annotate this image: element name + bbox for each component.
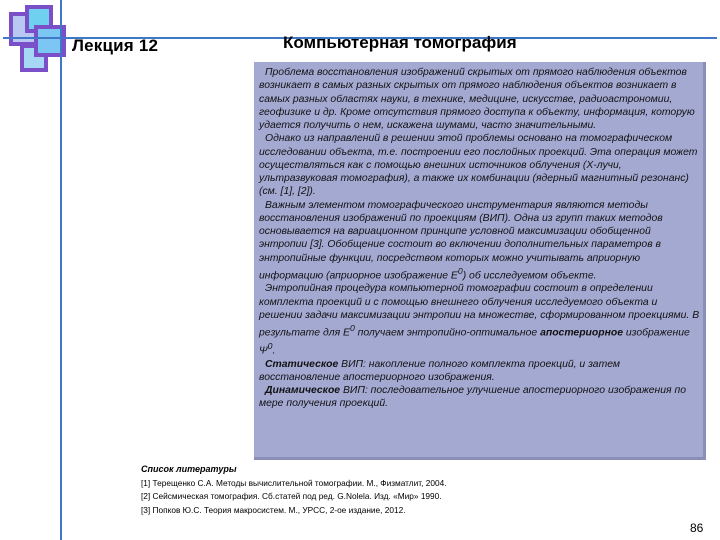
p4-text-mid: получаем энтропийно-оптимальное — [354, 327, 541, 339]
references — [141, 463, 701, 517]
panel-text — [259, 66, 701, 411]
p4-text-post: изображение Ψ — [259, 327, 690, 357]
p4-superscript-2: 0 — [267, 340, 273, 351]
frame-vertical-line — [60, 0, 62, 540]
references-title: Список литературы — [141, 464, 237, 474]
p5-text: ВИП: накопление полного комплекта проекций, и затем восстановление апостериорного изображения. — [259, 358, 621, 383]
p6-bold: Динамическое — [265, 385, 341, 397]
reference-item: [1] Терещенко С.А. Методы вычислительной томографии. М., Физматлит, 2004. — [141, 477, 447, 488]
paragraph-3 — [259, 199, 701, 283]
p5-bold: Статическое — [265, 358, 339, 370]
main-text-panel — [254, 62, 706, 460]
reference-item: [2] Сейсмическая томография. Сб.статей под ред. G.Nolela. Изд. «Мир» 1990. — [141, 491, 442, 501]
p4-bold: апостериорное — [540, 327, 623, 339]
paragraph-6 — [259, 384, 701, 411]
p3-text-end: ) об исследуемом объекте. — [462, 270, 597, 282]
paragraph-5 — [259, 358, 701, 385]
reference-item: [3] Попков Ю.С. Теория макросистем. М., УРСС, 2-ое издание, 2012. — [141, 504, 406, 515]
paragraph-1: Проблема восстановления изображений скрытых от прямого наблюдения объектов возникает в самых разных скрытых от прямого наблюдения объектов возникает в самых разных областях науки, в технике, медицине, искусстве, радиоастрономии, геофизике и др. Кроме отсутствия прямого доступа к объекту, информация, которую удается получить о нем, искажена шумами, часто значительными. — [259, 67, 695, 131]
lecture-label: Лекция 12 — [72, 36, 159, 55]
p3-text: Важным элементом томографического инструментария являются методы восстановления изображений по проекциям (ВИП). Одна из групп таких методов основывается на вариационном принципе условной максимизации обобщенной энтропии [3]. Обобщение состоит во включении дополнительных параметров в энтропийные функции, посредством которых можно учитывать априорную информацию (априорное изображение E — [259, 199, 663, 282]
paragraph-4 — [259, 282, 701, 357]
slide-title: Компьютерная томография — [283, 33, 517, 52]
page-number: 86 — [690, 521, 704, 535]
paragraph-2: Однако из направлений в решении этой проблемы основано на томографическом исследовании объекта, т.е. построении его послойных проекций. Эта операция может осуществляться как с помощью внешних источников облучения (X-лучи, ультразвуковая томография), а также их комбинации (ядерный магнитный резонанс) (см. [1], [2]). — [259, 133, 698, 198]
p3-superscript: 0 — [457, 265, 463, 276]
p4-superscript: 0 — [349, 323, 355, 334]
p6-text: ВИП: последовательное улучшение апостериорного изображения по мере получения проекций. — [259, 385, 686, 410]
p4-text-end: . — [272, 345, 276, 357]
p4-text: Энтропийная процедура компьютерной томографии состоит в определении комплекта проекций и с помощью внешнего облучения исследуемого объекта и решении задачи максимизации энтропии на множестве, сформированном проекциями. В результате для E — [259, 283, 700, 339]
